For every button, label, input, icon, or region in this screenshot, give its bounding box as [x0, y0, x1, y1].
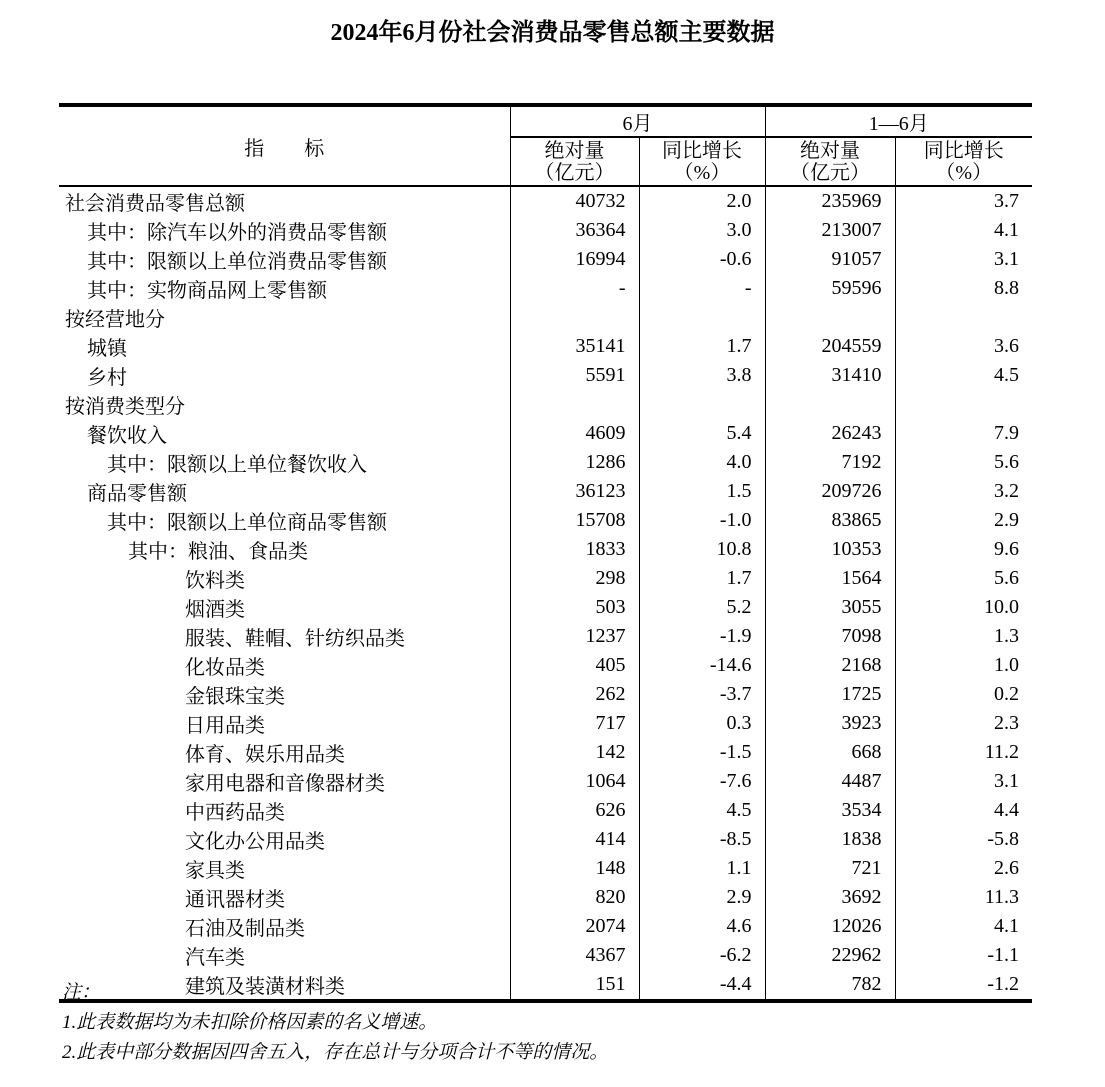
cell-cum-growth: 2.6: [994, 857, 1019, 879]
cell-label: 金银珠宝类: [59, 680, 510, 709]
cell-cum-growth: [895, 390, 1032, 419]
cell-cum-growth: 3.7: [994, 190, 1019, 212]
cell-jun-abs: 148: [510, 854, 639, 883]
cell-cum-abs: 7098: [765, 622, 895, 651]
cell-label: 通讯器材类: [59, 883, 510, 912]
cell-cum-abs: 668: [765, 738, 895, 767]
table-row: [59, 477, 1032, 506]
cell-label: 按经营地分: [59, 303, 510, 332]
cell-jun-abs: 717: [510, 709, 639, 738]
cell-cum-growth: 8.8: [994, 277, 1019, 299]
cell-label: 其中：限额以上单位消费品零售额: [59, 245, 510, 274]
cell-label: 按消费类型分: [59, 390, 510, 419]
cell-label: 家用电器和音像器材类: [59, 767, 510, 796]
cell-jun-growth: -6.2: [639, 941, 765, 970]
cell-jun-growth: -4.4: [639, 970, 765, 1001]
table-row: [59, 709, 1032, 738]
table-body: [59, 186, 1032, 1001]
cell-jun-abs: 503: [510, 593, 639, 622]
cell-cum-growth: 3.1: [994, 770, 1019, 792]
cell-label: 城镇: [59, 332, 510, 361]
cell-cum-abs: 213007: [765, 216, 895, 245]
cell-cum-abs: 204559: [765, 332, 895, 361]
cell-jun-growth: 10.8: [639, 535, 765, 564]
cell-cum-abs: 10353: [765, 535, 895, 564]
table-row: [59, 593, 1032, 622]
cell-label: 文化办公用品类: [59, 825, 510, 854]
cell-jun-abs: 414: [510, 825, 639, 854]
cell-jun-growth: -7.6: [639, 767, 765, 796]
header-june-growth: [639, 137, 765, 186]
cell-jun-growth: -3.7: [639, 680, 765, 709]
cell-jun-growth: -1.5: [639, 738, 765, 767]
cell-jun-growth: 1.5: [639, 477, 765, 506]
table-row: [59, 941, 1032, 970]
header-indicator: 指 标: [59, 105, 510, 186]
cell-cum-growth: 4.4: [994, 799, 1019, 821]
cell-jun-growth: -1.0: [639, 506, 765, 535]
cell-cum-abs: 12026: [765, 912, 895, 941]
cell-cum-growth: 2.3: [994, 712, 1019, 734]
note-line: 1.此表数据均为未扣除价格因素的名义增速。: [62, 1012, 438, 1033]
table-row: [59, 912, 1032, 941]
cell-cum-growth: 3.1: [994, 248, 1019, 270]
cell-jun-abs: 1833: [510, 535, 639, 564]
table-row: [59, 274, 1032, 303]
cell-label: 烟酒类: [59, 593, 510, 622]
table-row: [59, 419, 1032, 448]
cell-jun-abs: 36364: [510, 216, 639, 245]
cell-jun-growth: [639, 390, 765, 419]
table-row: [59, 738, 1032, 767]
cell-cum-abs: 26243: [765, 419, 895, 448]
cell-label: 建筑及装潢材料类: [59, 970, 510, 1001]
cell-label: 餐饮收入: [59, 419, 510, 448]
cell-cum-growth: 7.9: [994, 422, 1019, 444]
cell-jun-growth: 4.0: [639, 448, 765, 477]
cell-label: 饮料类: [59, 564, 510, 593]
header-absolute-unit: （亿元）: [534, 161, 615, 184]
cell-cum-abs: 3692: [765, 883, 895, 912]
table-row: [59, 506, 1032, 535]
cell-label: 化妆品类: [59, 651, 510, 680]
table-row: [59, 622, 1032, 651]
cell-label: 体育、娱乐用品类: [59, 738, 510, 767]
cell-jun-growth: 0.3: [639, 709, 765, 738]
cell-cum-abs: 235969: [765, 186, 895, 216]
header-absolute-label: 绝对量: [800, 139, 860, 162]
cell-cum-abs: 91057: [765, 245, 895, 274]
cell-label: 其中：除汽车以外的消费品零售额: [59, 216, 510, 245]
table-row: [59, 535, 1032, 564]
cell-cum-growth: 4.5: [994, 364, 1019, 386]
cell-cum-growth: -1.1: [987, 944, 1019, 966]
cell-jun-growth: 4.6: [639, 912, 765, 941]
header-june-absolute: [510, 137, 639, 186]
cell-label: 商品零售额: [59, 477, 510, 506]
cell-jun-abs: [510, 390, 639, 419]
header-growth-unit: （%）: [935, 161, 993, 184]
cell-cum-growth: 5.6: [994, 451, 1019, 473]
cell-jun-abs: 36123: [510, 477, 639, 506]
header-group-cumulative: 1—6月: [765, 105, 1032, 137]
table-row: [59, 767, 1032, 796]
cell-cum-abs: 209726: [765, 477, 895, 506]
cell-label: 日用品类: [59, 709, 510, 738]
cell-cum-abs: 31410: [765, 361, 895, 390]
cell-jun-abs: 142: [510, 738, 639, 767]
cell-label: 中西药品类: [59, 796, 510, 825]
cell-cum-growth: 11.2: [984, 741, 1019, 763]
cell-jun-growth: [639, 303, 765, 332]
header-growth-unit: （%）: [673, 161, 731, 184]
header-absolute-label: 绝对量: [544, 139, 605, 162]
cell-jun-growth: 5.2: [639, 593, 765, 622]
cell-cum-growth: 9.6: [994, 538, 1019, 560]
header-growth-label: 同比增长: [923, 139, 1004, 162]
table-row: [59, 883, 1032, 912]
cell-jun-abs: 298: [510, 564, 639, 593]
table-row: [59, 564, 1032, 593]
cell-label: 乡村: [59, 361, 510, 390]
cell-cum-abs: [765, 303, 895, 332]
cell-jun-abs: 35141: [510, 332, 639, 361]
cell-jun-abs: 262: [510, 680, 639, 709]
cell-jun-abs: 820: [510, 883, 639, 912]
cell-cum-growth: 3.2: [994, 480, 1019, 502]
cell-cum-growth: -5.8: [987, 828, 1019, 850]
cell-label: 其中：实物商品网上零售额: [59, 274, 510, 303]
table-row: [59, 303, 1032, 332]
cell-jun-abs: 1286: [510, 448, 639, 477]
cell-jun-abs: 15708: [510, 506, 639, 535]
cell-jun-abs: 5591: [510, 361, 639, 390]
cell-cum-growth: 0.2: [994, 683, 1019, 705]
header-cumulative-absolute: [765, 137, 895, 186]
notes-section: [62, 978, 608, 1068]
cell-label: 其中：限额以上单位商品零售额: [59, 506, 510, 535]
cell-jun-growth: -8.5: [639, 825, 765, 854]
cell-jun-growth: 1.7: [639, 332, 765, 361]
cell-jun-abs: -: [510, 274, 639, 303]
table-row: [59, 825, 1032, 854]
cell-cum-abs: 3923: [765, 709, 895, 738]
cell-cum-abs: 721: [765, 854, 895, 883]
cell-cum-growth: 11.3: [984, 886, 1019, 908]
cell-cum-abs: 1838: [765, 825, 895, 854]
header-group-row: [59, 105, 1032, 137]
cell-jun-growth: -14.6: [639, 651, 765, 680]
cell-cum-growth: -1.2: [987, 973, 1019, 995]
table-row: [59, 854, 1032, 883]
cell-cum-growth: 2.9: [994, 509, 1019, 531]
cell-jun-growth: 4.5: [639, 796, 765, 825]
cell-jun-growth: 1.1: [639, 854, 765, 883]
table-row: [59, 796, 1032, 825]
cell-cum-growth: 4.1: [994, 219, 1019, 241]
cell-cum-growth: 3.6: [994, 335, 1019, 357]
cell-jun-growth: -: [639, 274, 765, 303]
table-row: [59, 361, 1032, 390]
cell-jun-abs: 1237: [510, 622, 639, 651]
cell-label: 汽车类: [59, 941, 510, 970]
table-row: [59, 390, 1032, 419]
cell-jun-abs: 16994: [510, 245, 639, 274]
cell-label: 社会消费品零售总额: [59, 186, 510, 216]
table-row: [59, 651, 1032, 680]
cell-jun-growth: 1.7: [639, 564, 765, 593]
notes-heading: 注：: [62, 982, 101, 1003]
cell-jun-abs: 626: [510, 796, 639, 825]
cell-jun-abs: 2074: [510, 912, 639, 941]
cell-label: 其中：限额以上单位餐饮收入: [59, 448, 510, 477]
cell-label: 服装、鞋帽、针纺织品类: [59, 622, 510, 651]
page-title: 2024年6月份社会消费品零售总额主要数据: [330, 20, 775, 46]
header-absolute-unit: （亿元）: [790, 161, 870, 184]
cell-cum-abs: 1564: [765, 564, 895, 593]
cell-jun-growth: 3.8: [639, 361, 765, 390]
note-line: 2.此表中部分数据因四舍五入，存在总计与分项合计不等的情况。: [62, 1042, 609, 1063]
table-row: [59, 245, 1032, 274]
cell-label: 石油及制品类: [59, 912, 510, 941]
cell-cum-abs: 59596: [765, 274, 895, 303]
table-row: [59, 216, 1032, 245]
cell-jun-abs: 40732: [510, 186, 639, 216]
cell-cum-abs: 22962: [765, 941, 895, 970]
table-row: [59, 186, 1032, 216]
cell-cum-growth: 10.0: [984, 596, 1019, 618]
cell-cum-abs: [765, 390, 895, 419]
cell-label: 家具类: [59, 854, 510, 883]
cell-jun-abs: 1064: [510, 767, 639, 796]
cell-jun-growth: 2.9: [639, 883, 765, 912]
cell-cum-abs: 83865: [765, 506, 895, 535]
retail-sales-table: [59, 103, 1032, 1003]
cell-cum-growth: 4.1: [994, 915, 1019, 937]
cell-label: 其中：粮油、食品类: [59, 535, 510, 564]
cell-jun-growth: -1.9: [639, 622, 765, 651]
cell-jun-growth: -0.6: [639, 245, 765, 274]
cell-cum-abs: 782: [765, 970, 895, 1001]
cell-jun-abs: 4367: [510, 941, 639, 970]
cell-cum-abs: 3055: [765, 593, 895, 622]
cell-cum-growth: 1.3: [994, 625, 1019, 647]
cell-jun-abs: 4609: [510, 419, 639, 448]
cell-cum-growth: 5.6: [994, 567, 1019, 589]
cell-jun-abs: 151: [510, 970, 639, 1001]
cell-cum-abs: 3534: [765, 796, 895, 825]
cell-jun-growth: 5.4: [639, 419, 765, 448]
table-header: [59, 105, 1032, 186]
cell-cum-growth: [895, 303, 1032, 332]
table-row: [59, 448, 1032, 477]
cell-cum-growth: 1.0: [994, 654, 1019, 676]
cell-jun-growth: 2.0: [639, 186, 765, 216]
cell-jun-abs: 405: [510, 651, 639, 680]
cell-jun-abs: [510, 303, 639, 332]
header-growth-label: 同比增长: [662, 139, 742, 162]
header-cumulative-growth: [895, 137, 1032, 186]
cell-cum-abs: 7192: [765, 448, 895, 477]
cell-cum-abs: 2168: [765, 651, 895, 680]
table-row: [59, 680, 1032, 709]
header-group-june: 6月: [510, 105, 765, 137]
table-row: [59, 332, 1032, 361]
cell-cum-abs: 1725: [765, 680, 895, 709]
cell-cum-abs: 4487: [765, 767, 895, 796]
cell-jun-growth: 3.0: [639, 216, 765, 245]
